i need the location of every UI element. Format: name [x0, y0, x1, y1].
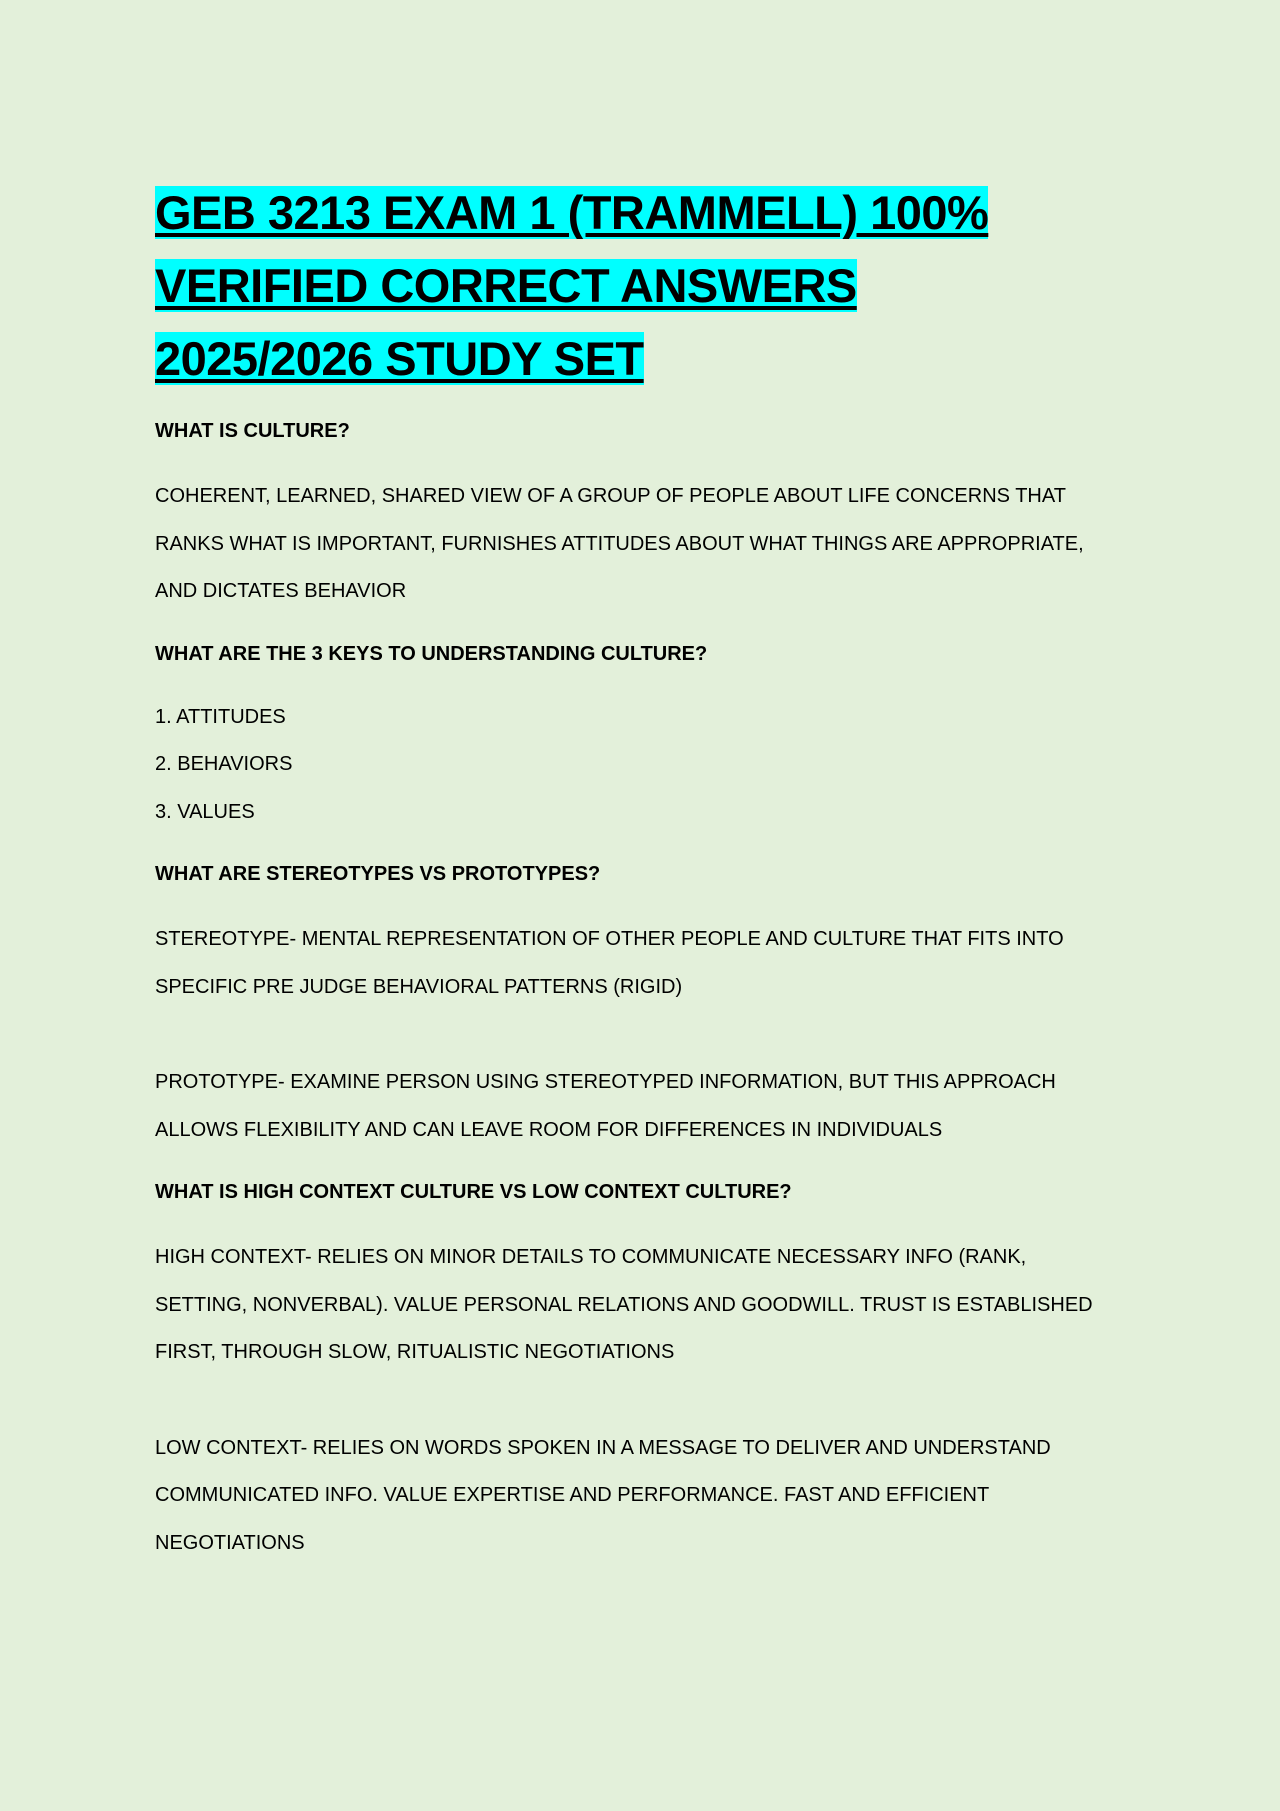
- question-heading: WHAT IS HIGH CONTEXT CULTURE VS LOW CONTEXT CULTURE?: [155, 1181, 792, 1203]
- qa-block-culture: [155, 417, 1115, 616]
- keys-list: [155, 694, 1115, 837]
- answer-text: PROTOTYPE- EXAMINE PERSON USING STEREOTYPED INFORMATION, BUT THIS APPROACH ALLOWS FLEXIBILITY AND CAN LEAVE ROOM FOR DIFFERENCES IN INDIVIDUALS: [155, 1071, 1056, 1141]
- document-body: [155, 176, 1115, 1567]
- title-line: 2025/2026 STUDY SET: [155, 332, 644, 385]
- document-title: [155, 176, 1115, 395]
- question-heading: WHAT IS CULTURE?: [155, 420, 350, 442]
- answer-text: COHERENT, LEARNED, SHARED VIEW OF A GROUP OF PEOPLE ABOUT LIFE CONCERNS THAT RANKS WHAT IS IMPORTANT, FURNISHES ATTITUDES ABOUT WHAT THINGS ARE APPROPRIATE, AND DICTATES BEHAVIOR: [155, 485, 1084, 602]
- question-heading: WHAT ARE THE 3 KEYS TO UNDERSTANDING CULTURE?: [155, 642, 708, 665]
- title-line: VERIFIED CORRECT ANSWERS: [155, 259, 857, 312]
- answer-text: HIGH CONTEXT- RELIES ON MINOR DETAILS TO COMMUNICATE NECESSARY INFO (RANK, SETTING, NONVERBAL). VALUE PERSONAL RELATIONS AND GOODWILL. TRUST IS ESTABLISHED FIRST, THROUGH SLOW, RITUALISTIC NEGOTIATIONS: [155, 1246, 1093, 1363]
- qa-block-keys: [155, 640, 1115, 837]
- title-line: GEB 3213 EXAM 1 (TRAMMELL) 100%: [155, 186, 989, 239]
- qa-block-context: [155, 1178, 1115, 1567]
- qa-block-stereotypes: [155, 860, 1115, 1154]
- answer-text: STEREOTYPE- MENTAL REPRESENTATION OF OTHER PEOPLE AND CULTURE THAT FITS INTO SPECIFIC PRE JUDGE BEHAVIORAL PATTERNS (RIGID): [155, 928, 1064, 998]
- question-heading: WHAT ARE STEREOTYPES VS PROTOTYPES?: [155, 863, 601, 885]
- list-item: 3. VALUES: [155, 800, 255, 823]
- list-item: 1. ATTITUDES: [155, 705, 286, 728]
- list-item: 2. BEHAVIORS: [155, 753, 293, 775]
- answer-text: LOW CONTEXT- RELIES ON WORDS SPOKEN IN A MESSAGE TO DELIVER AND UNDERSTAND COMMUNICATED INFO. VALUE EXPERTISE AND PERFORMANCE. FAST AND EFFICIENT NEGOTIATIONS: [155, 1436, 1051, 1554]
